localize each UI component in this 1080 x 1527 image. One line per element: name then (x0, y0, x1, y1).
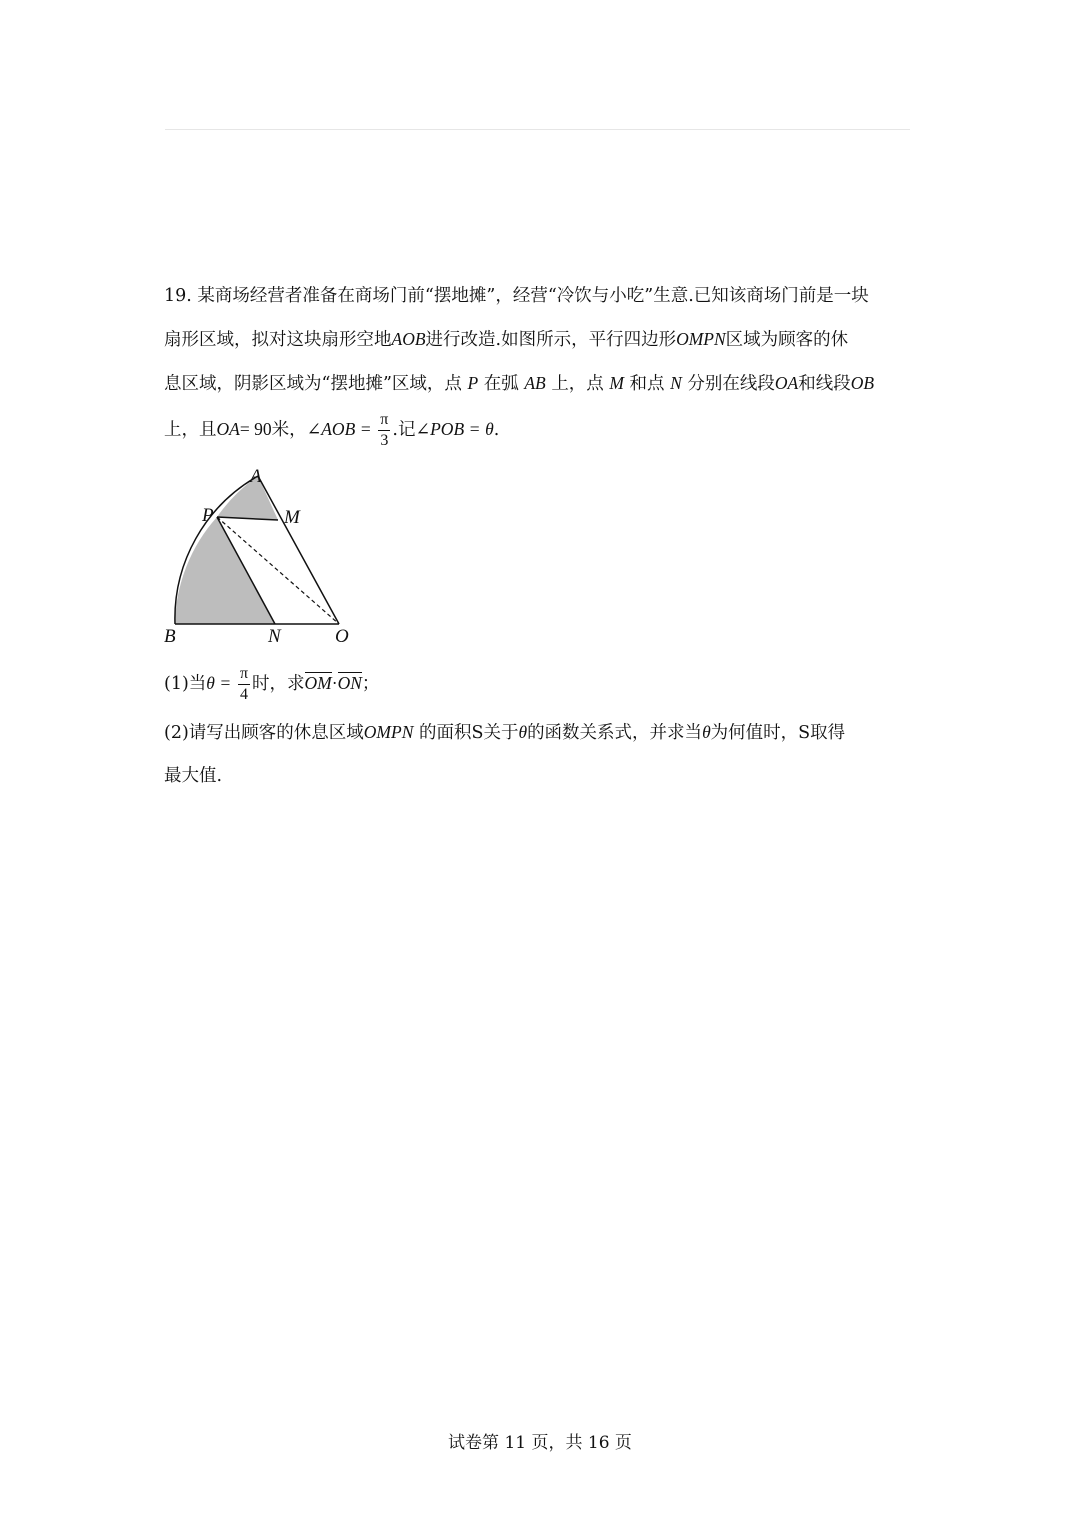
label-p: P (202, 505, 214, 526)
question-line-2: 扇形区域，拟对这块扇形空地AOB进行改造.如图所示，平行四边形OMPN区域为顾客的休 (164, 329, 849, 350)
label-o: O (335, 626, 349, 647)
part-2-line-2: 最大值. (164, 766, 223, 786)
label-n: N (268, 626, 281, 647)
question-line-4: 上，且OA= 90米，∠AOB = $\frac{\pi}{3}$ .记∠POB = θ. (164, 411, 500, 449)
fraction-pi-over-3: $\frac{\pi}{3}$ (380, 411, 389, 449)
question-line-1: 19. 某商场经营者准备在商场门前“摆地摊”，经营“冷饮与小吃”生意.已知该商场门前是一块 (164, 286, 869, 306)
part-2-line-1: (2)请写出顾客的休息区域OMPN 的面积S关于θ的函数关系式，并求当θ为何值时，S取得 (164, 722, 846, 743)
label-b: B (164, 626, 176, 647)
sector-figure (160, 458, 360, 654)
part-1: (1)当θ = $\frac{\pi}{4}$ 时，求OM·ON； (164, 665, 380, 703)
label-a: A (250, 466, 262, 487)
fraction-pi-over-4: $\frac{\pi}{4}$ (239, 665, 249, 703)
segment-oa (258, 476, 339, 624)
page-footer: 试卷第 11 页，共 16 页 (448, 1433, 632, 1453)
label-m: M (284, 507, 300, 528)
vector-om: OM (304, 673, 332, 693)
vector-on: ON (337, 673, 362, 693)
header-rule (165, 129, 910, 130)
sector-diagram (160, 458, 360, 650)
question-line-3: 息区域，阴影区域为“摆地摊”区域，点 P 在弧 AB 上，点 M 和点 N 分别在线段OA和线段OB (164, 373, 875, 394)
question-number: 19. (164, 286, 192, 306)
